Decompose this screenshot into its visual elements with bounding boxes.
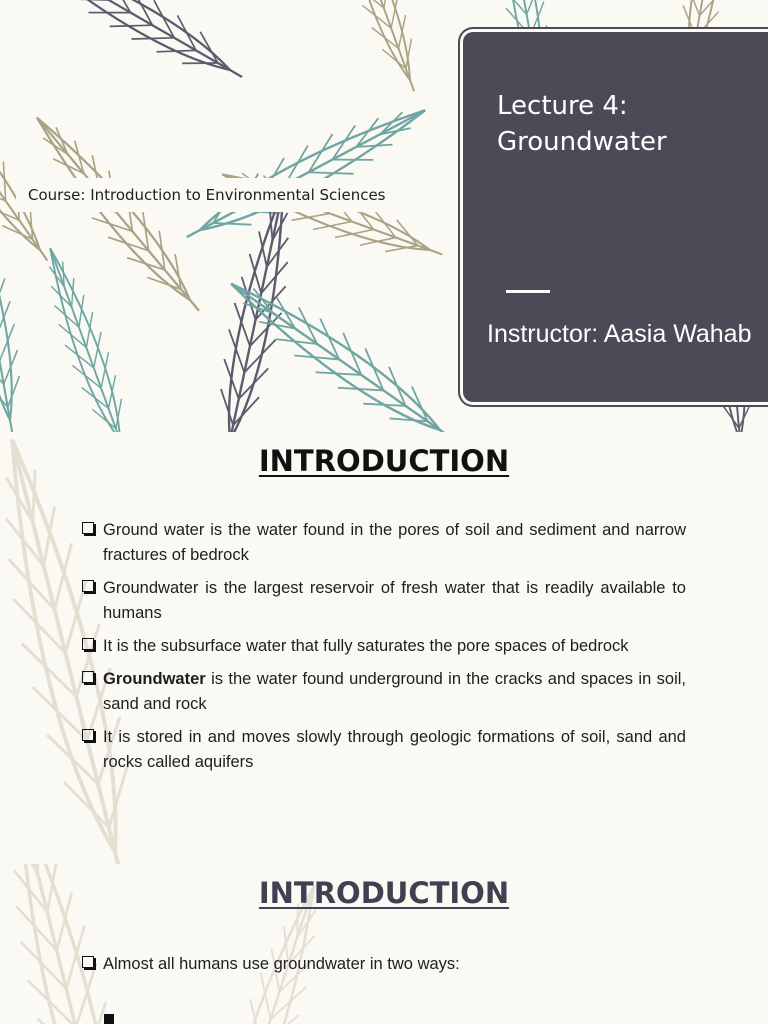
- checkbox-bullet-icon: [82, 522, 94, 534]
- lecture-title: Lecture 4: Groundwater: [497, 91, 667, 157]
- checkbox-bullet-icon: [82, 580, 94, 592]
- title-panel: [463, 32, 768, 402]
- course-label-box: [16, 178, 434, 212]
- list-item: Groundwater is the largest reservoir of fresh water that is readily available to humans: [82, 576, 686, 626]
- title-slide: [0, 0, 768, 432]
- instructor-name: Instructor: Aasia Wahab: [487, 320, 752, 348]
- checkbox-bullet-icon: [82, 638, 94, 650]
- bullet-list: [82, 518, 686, 783]
- list-item: Ground water is the water found in the pores of soil and sediment and narrow fractures of bedrock: [82, 518, 686, 568]
- list-item: Almost all humans use groundwater in two ways:: [82, 952, 686, 977]
- bullet-list: [82, 952, 686, 985]
- intro-slide-1: [0, 432, 768, 864]
- slide-heading: INTRODUCTION: [258, 444, 510, 478]
- list-item: Groundwater is the water found underground in the cracks and spaces in soil, sand and rock: [82, 667, 686, 717]
- checkbox-bullet-icon: [82, 729, 94, 741]
- title-divider: [506, 290, 550, 293]
- slide-heading: INTRODUCTION: [258, 876, 510, 910]
- checkbox-bullet-icon: [82, 671, 94, 683]
- list-item: It is the subsurface water that fully saturates the pore spaces of bedrock: [82, 634, 686, 659]
- course-label: Course: Introduction to Environmental Sciences: [28, 186, 386, 204]
- checkbox-bullet-icon: [82, 956, 94, 968]
- square-bullet-icon: [104, 1014, 114, 1024]
- list-item: It is stored in and moves slowly through geologic formations of soil, sand and rocks called aquifers: [82, 725, 686, 775]
- intro-slide-2: [0, 864, 768, 1024]
